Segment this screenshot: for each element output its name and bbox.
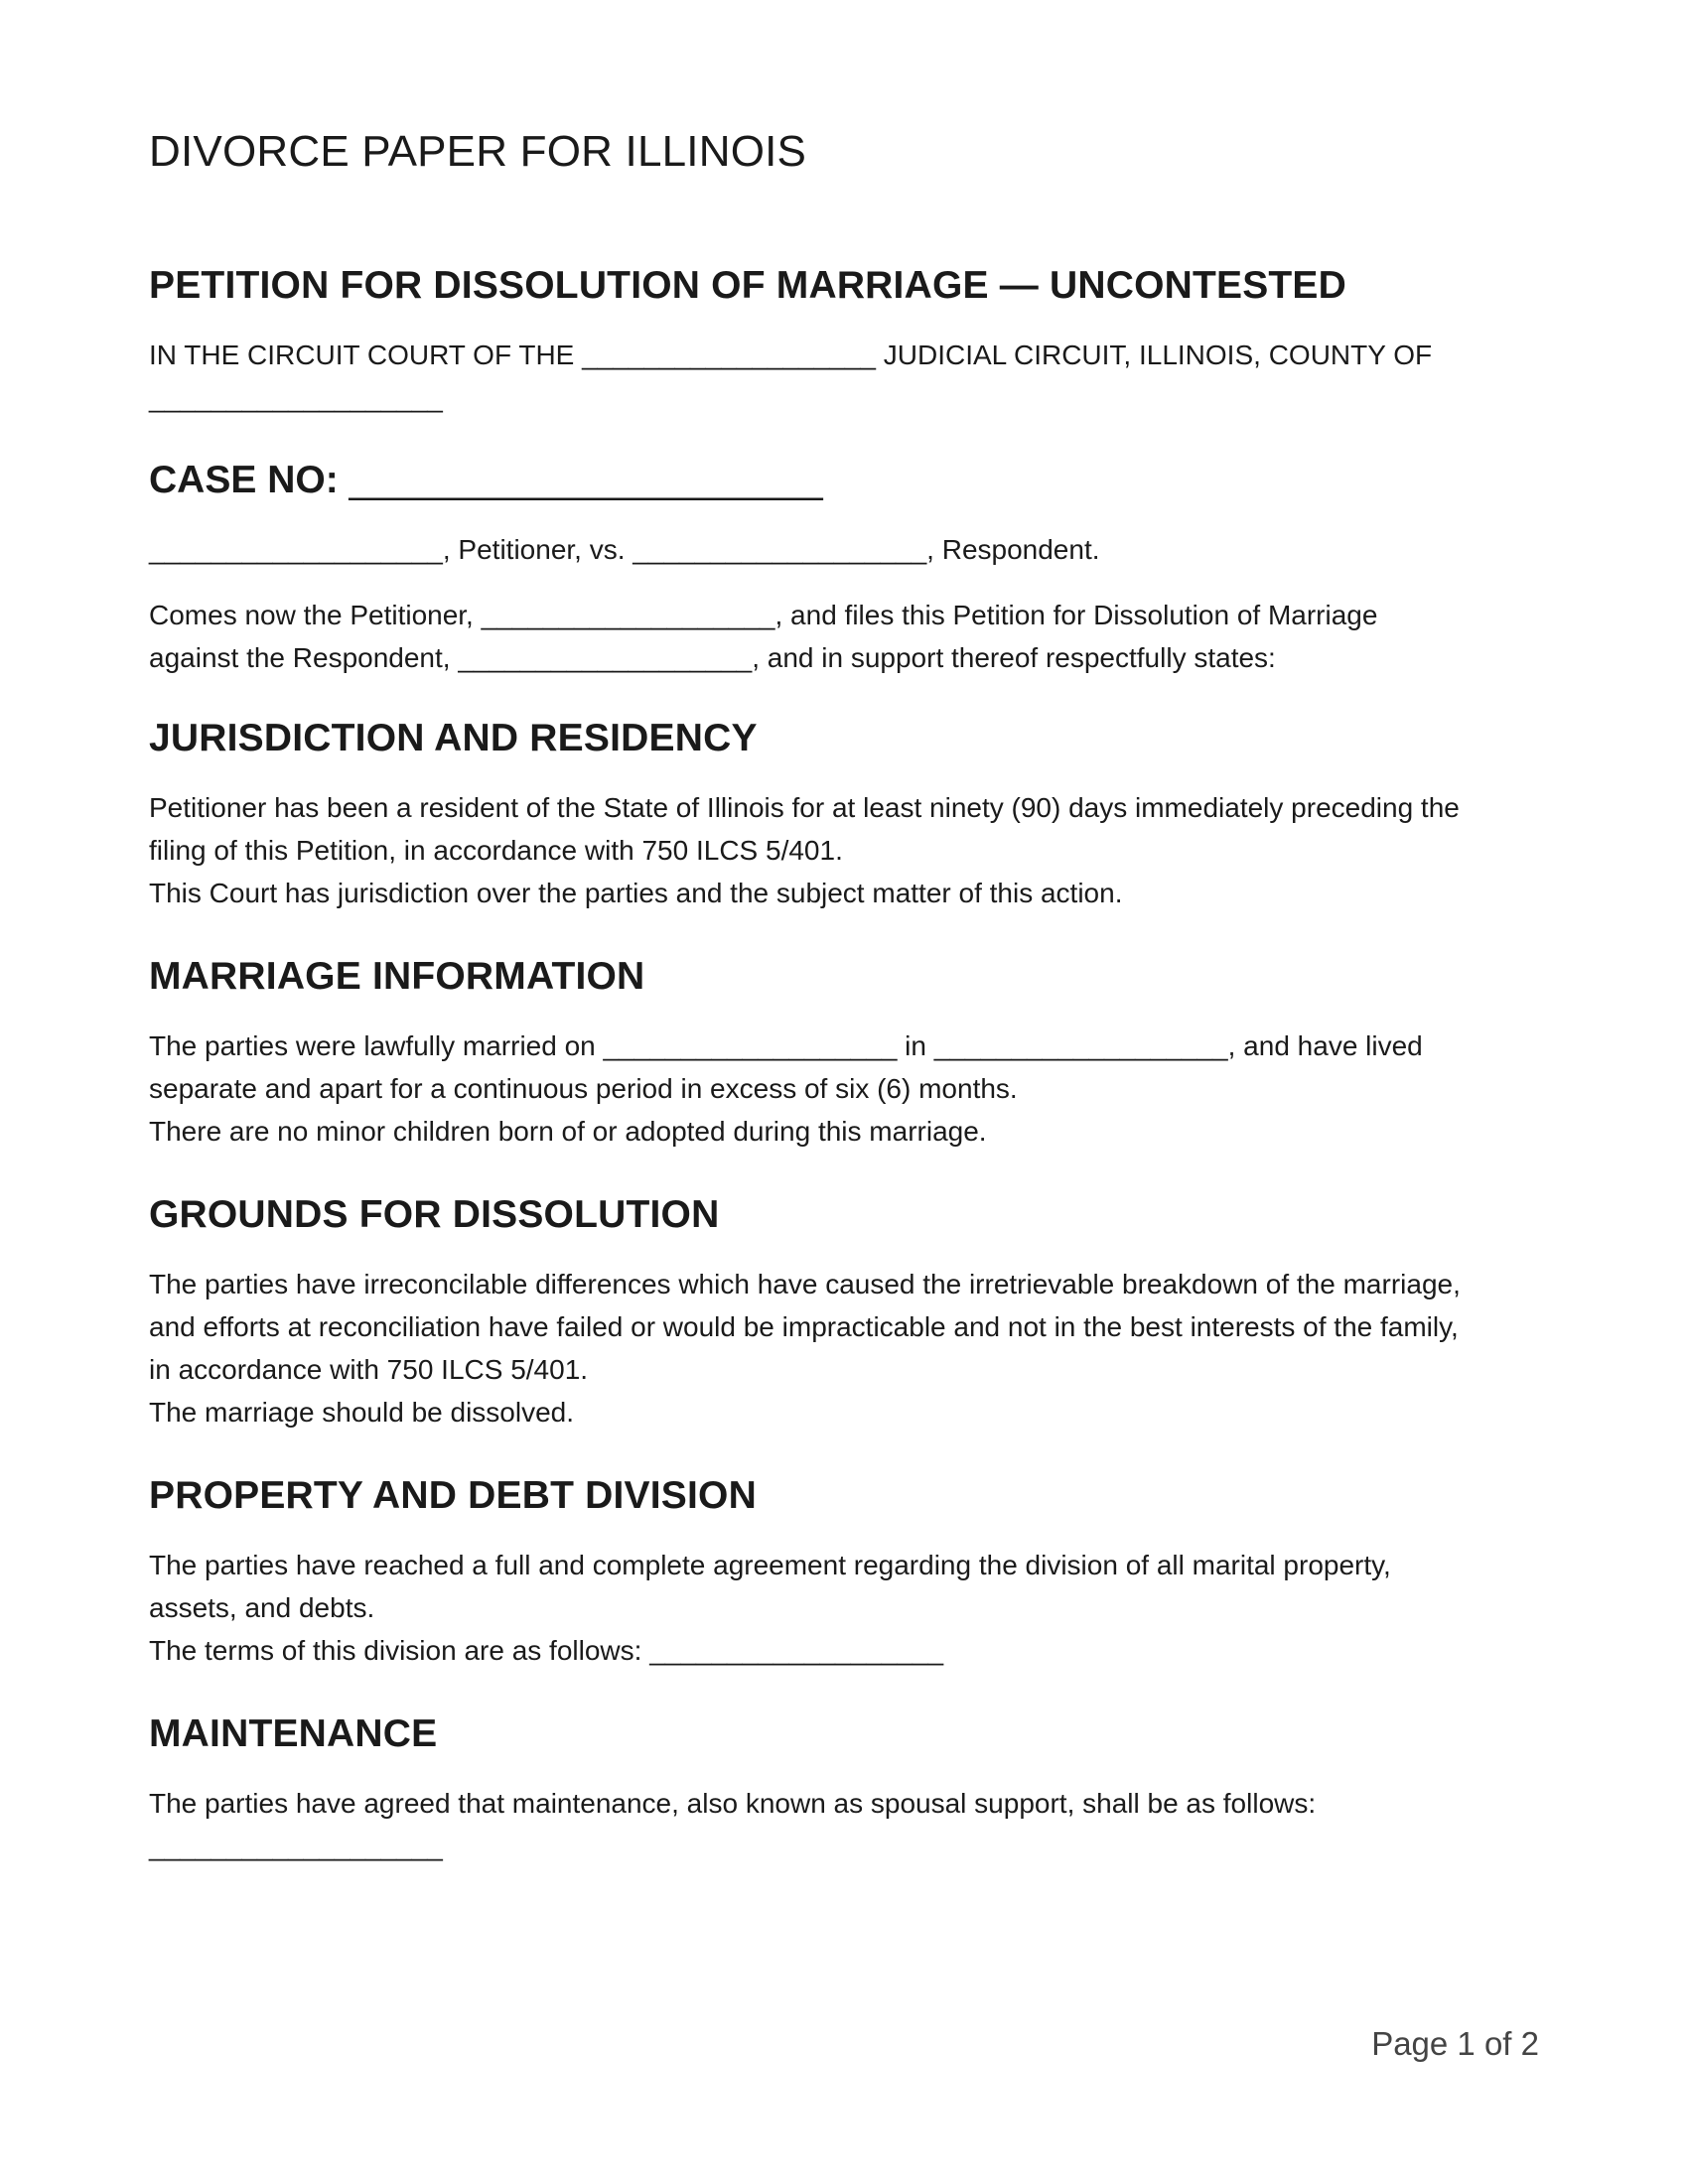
parties-paragraph [149,528,1529,571]
intro-paragraph [149,594,1529,679]
maintenance-line-1: The parties have agreed that maintenance, also known as spousal support, shall be as follows: [149,1788,1317,1819]
petition-heading: PETITION FOR DISSOLUTION OF MARRIAGE — UNCONTESTED [149,264,1347,307]
county-blank: ___________________ [149,382,443,413]
grounds-heading: GROUNDS FOR DISSOLUTION [149,1193,720,1236]
jurisdiction-line-1: Petitioner has been a resident of the State of Illinois for at least ninety (90) days immediately preceding the [149,792,1460,823]
marriage-line-3: There are no minor children born of or adopted during this marriage. [149,1116,987,1147]
jurisdiction-paragraph [149,786,1529,914]
case-no-label: CASE NO: [149,459,350,501]
court-line-1: IN THE CIRCUIT COURT OF THE ___________________ JUDICIAL CIRCUIT, ILLINOIS, COUNTY OF [149,340,1433,370]
grounds-line-1: The parties have irreconcilable differences which have caused the irretrievable breakdown of the marriage, [149,1269,1461,1299]
marriage-line-2: separate and apart for a continuous period in excess of six (6) months. [149,1073,1018,1104]
maintenance-heading: MAINTENANCE [149,1712,438,1755]
jurisdiction-line-3: This Court has jurisdiction over the parties and the subject matter of this action. [149,878,1123,908]
property-line-3: The terms of this division are as follows: ___________________ [149,1635,944,1666]
maintenance-blank: ___________________ [149,1831,443,1861]
marriage-paragraph [149,1024,1529,1153]
court-paragraph [149,334,1529,419]
maintenance-paragraph [149,1782,1529,1867]
case-number [149,459,823,502]
marriage-heading: MARRIAGE INFORMATION [149,955,645,998]
grounds-line-4: The marriage should be dissolved. [149,1397,575,1428]
property-paragraph [149,1544,1529,1672]
property-line-1: The parties have reached a full and complete agreement regarding the division of all marital property, [149,1550,1391,1580]
property-heading: PROPERTY AND DEBT DIVISION [149,1474,757,1517]
grounds-line-2: and efforts at reconciliation have failed or would be impracticable and not in the best interests of the family, [149,1311,1459,1342]
property-line-2: assets, and debts. [149,1592,375,1623]
document-title: DIVORCE PAPER FOR ILLINOIS [149,127,807,176]
grounds-paragraph [149,1263,1529,1433]
intro-line-1: Comes now the Petitioner, ___________________, and files this Petition for Dissolution of Marriage [149,600,1378,630]
intro-line-2: against the Respondent, ___________________, and in support thereof respectfully states: [149,642,1276,673]
case-no-blank: ______________________ [349,459,823,501]
grounds-line-3: in accordance with 750 ILCS 5/401. [149,1354,589,1385]
marriage-line-1: The parties were lawfully married on ___________________ in ___________________, and have lived [149,1030,1423,1061]
jurisdiction-line-2: filing of this Petition, in accordance with 750 ILCS 5/401. [149,835,843,866]
jurisdiction-heading: JURISDICTION AND RESIDENCY [149,717,758,759]
page-number: Page 1 of 2 [1371,2025,1539,2062]
parties-line: ___________________, Petitioner, vs. ___________________, Respondent. [149,534,1100,565]
